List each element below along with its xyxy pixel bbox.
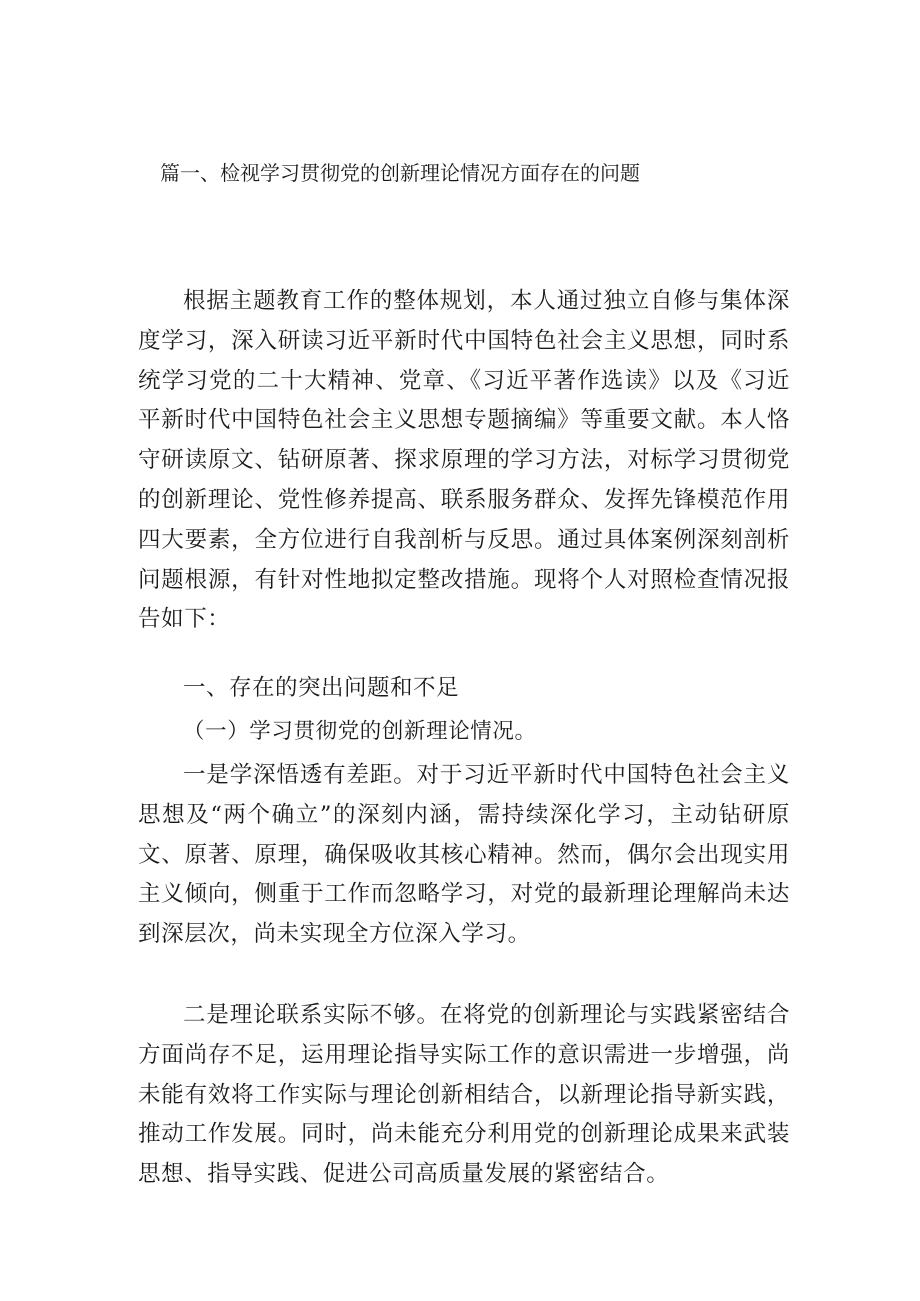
document-title: 篇一、检视学习贯彻党的创新理论情况方面存在的问题 xyxy=(160,161,640,185)
paragraph-theory-practice: 二是理论联系实际不够。在将党的创新理论与实践紧密结合方面尚存不足，运用理论指导实际工作的意识需进一步增强，尚未能有效将工作实际与理论创新相结合，以新理论指导新实践，推动工作发展。同时，尚未能充分利用党的创新理论成果来武装思想、指导实践、促进公司高质量发展的紧密结合。 xyxy=(138,1002,790,1188)
intro-paragraph: 根据主题教育工作的整体规划，本人通过独立自修与集体深度学习，深入研读习近平新时代中国特色社会主义思想，同时系统学习党的二十大精神、党章、《习近平著作选读》以及《习近平新时代中国特色社会主义思想专题摘编》等重要文献。本人恪守研读原文、钻研原著、探求原理的学习方法，对标学习贯彻党的创新理论、党性修养提高、联系服务群众、发挥先锋模范作用四大要素，全方位进行自我剖析与反思。通过具体案例深刻剖析问题根源，有针对性地拟定整改措施。现将个人对照检查情况报告如下： xyxy=(138,288,790,633)
sub-heading: （一）学习贯彻党的创新理论情况。 xyxy=(183,719,537,744)
paragraph-study-gap: 一是学深悟透有差距。对于习近平新时代中国特色社会主义思想及“两个确立”的深刻内涵，需持续深化学习，主动钻研原文、原著、原理，确保吸收其核心精神。然而，偶尔会出现实用主义倾向，侧重于工作而忽略学习，对党的最新理论理解尚未达到深层次，尚未实现全方位深入学习。 xyxy=(138,762,790,948)
section-heading: 一、存在的突出问题和不足 xyxy=(183,675,460,701)
